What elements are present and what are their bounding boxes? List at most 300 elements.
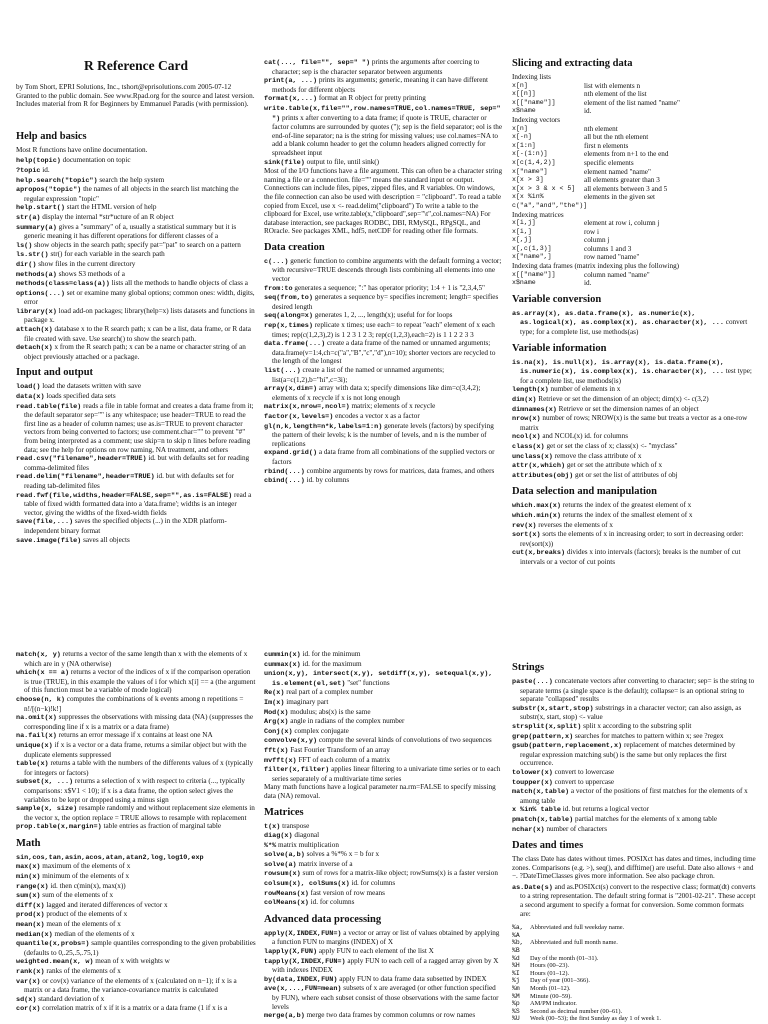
index-row (512, 985, 756, 993)
entry-description: minimum of the elements of x (40, 872, 130, 881)
section-title-conversion: Variable conversion (512, 293, 602, 305)
entry-description: id. then c(min(x), max(x)) (48, 881, 126, 890)
entry (16, 939, 256, 957)
entry-code: ls.str() (16, 251, 49, 260)
entry (264, 984, 504, 1011)
entry (16, 260, 256, 270)
entry-description: modulus; abs(x) is the same (288, 707, 371, 716)
entry (16, 853, 256, 863)
index-meaning: all elements greater than 3 (584, 176, 660, 185)
index-expression: %b, %B (512, 939, 524, 955)
entry-description: number of elements in x (548, 385, 621, 394)
entry-description: generates 1, 2, ..., length(x); useful for for loops (312, 311, 453, 320)
entry-code: read.table(file) (16, 402, 82, 411)
entry-description: id. for the maximum (300, 659, 362, 668)
entry-code: paste(...) (512, 678, 553, 686)
index-expression: x["name"] (512, 167, 548, 175)
entry-description: FFT of each column of a matrix (296, 755, 391, 764)
index-meaning: element named "name" (584, 167, 651, 176)
slicing-vectors-heading: Indexing vectors (512, 115, 561, 124)
index-row (512, 159, 756, 168)
entry (512, 511, 756, 521)
entry-code: gl(n,k,length=n*k,labels=1:n) (264, 422, 383, 431)
entry-description: returns a vector of the indices of x if the comparison operation is true (TRUE), in this example the values of i for which x[i] == a (the argument of this function must be a variable of mode logical) (24, 668, 256, 695)
entry-description: maximum of the elements of x (40, 862, 131, 871)
entry-code: Re(x) (264, 689, 285, 698)
index-expression: x[n] (512, 124, 528, 132)
entry-code: median(x) (16, 930, 53, 939)
slicing-lists-heading: Indexing lists (512, 73, 551, 81)
entry-description: sample quantiles corresponding to the given probabilities (defaults to 0,.25,.5,.75,1) (24, 939, 256, 957)
entry-description: show objects in the search path; specify pat="pat" to search on a pattern (32, 240, 241, 249)
entry-code: merge(a,b) (264, 1012, 305, 1021)
index-row (512, 1000, 756, 1008)
entry-description: table entries as fraction of marginal table (101, 822, 222, 831)
entry (16, 804, 256, 822)
entry (264, 957, 504, 975)
entry-description: returns an error message if x contains at least one NA (56, 731, 213, 740)
entry-code: diff(x) (16, 901, 45, 910)
entry-code: choose(n, k) (16, 695, 65, 704)
entry (512, 815, 756, 825)
index-meaning: element of the list named "name" (584, 98, 680, 107)
index-meaning: Day of year (001–366). (530, 977, 590, 985)
entry (264, 765, 504, 783)
entry (264, 366, 504, 384)
entry-description: mean of the elements of x (44, 920, 121, 929)
entry-description: generic function to combine arguments with the default forming a vector; with recursive=TRUE descends through lists combining all elements into one vector (272, 256, 502, 284)
section-title-slicing: Slicing and extracting data (512, 58, 633, 69)
entry-code: factor(x,levels=) (264, 412, 334, 421)
entry-description: returns the index of the greatest element of x (560, 501, 692, 510)
entry (512, 530, 756, 548)
entry-code: format(x,...) (264, 95, 318, 104)
entry (512, 677, 756, 704)
entry-code: dimnames(x) (512, 405, 557, 414)
entry-code: methods(class=class(a)) (16, 280, 110, 289)
entry (264, 822, 504, 832)
entry-code: substr(x,start,stop) (512, 704, 594, 713)
entry-code: range(x) (16, 882, 49, 891)
index-meaning: nth element of the list (584, 90, 647, 99)
entry-description: set or examine many global options; common ones: width, digits, error (24, 288, 255, 307)
dates-entries (512, 883, 756, 918)
entry (264, 94, 504, 104)
entry-code: which.min(x) (512, 511, 561, 520)
entry-description: generates a sequence; ":" has operator priority; 1:4 + 1 is "2,3,4,5" (292, 283, 485, 292)
entry (16, 223, 256, 241)
entry-description: transpose (280, 821, 310, 830)
entry (16, 517, 256, 535)
index-meaning: all but the nth element (584, 133, 649, 142)
entry-code: table(x) (16, 760, 49, 769)
entry-description: apply FUN to data frame data subsetted by INDEX (337, 974, 487, 983)
entry (264, 717, 504, 727)
entry-code: print(a, ...) (264, 77, 318, 86)
entry (264, 708, 504, 718)
entry-description: test type; for a complete list, use methods(is) (520, 367, 752, 385)
entry (16, 822, 256, 832)
entry-code: array(x,dim=) (264, 385, 318, 394)
entry-description: database x to the R search path; x can be a list, data frame, or R data file created with save. Use search() to show the search path. (24, 325, 251, 343)
entry-description: number of characters (544, 824, 608, 833)
entry-description: id. but with defaults set for reading tab-delimited files (24, 472, 234, 490)
entry-description: convert type; for a complete list, use methods(as) (520, 318, 748, 337)
entry (264, 850, 504, 860)
entry (16, 392, 256, 402)
entry (16, 713, 256, 731)
entry-description: saves the specified objects (...) in the XDR platform-independent binary format (24, 517, 227, 535)
entry-code: convolve(x,y) (264, 737, 318, 746)
entry-code: data(x) (16, 393, 45, 402)
creation-entries (264, 257, 504, 486)
entry-code: unclass(x) (512, 452, 553, 461)
entry-code: pmatch(x,table) (512, 815, 574, 824)
entry (264, 339, 504, 366)
index-meaning: elements from n+1 to the end (584, 150, 669, 159)
entry-code: attr(x,which) (512, 462, 566, 471)
entry (264, 698, 504, 708)
entry (512, 452, 756, 462)
index-row (512, 133, 756, 142)
entry-code: solve(a,b) (264, 851, 305, 860)
matrices-entries (264, 822, 504, 908)
entry-code: Arg(x) (264, 718, 289, 727)
entry-code: cummin(x) (264, 651, 301, 659)
entry-description: returns a selection of x with respect to criteria (..., typically comparisons: x$V1 < 10); if x is a data frame, the option select gives the variables to be kept or dropped using a minus sign (24, 777, 245, 804)
entry (264, 104, 504, 158)
entry (264, 422, 504, 449)
index-expression: x[["name"]] (512, 270, 556, 278)
entry-code: save.image(file) (16, 536, 82, 545)
index-expression: x[x %in% c("a","and","the")] (512, 193, 588, 209)
entry-description: prints the arguments after coercing to character; sep is the character separator between arguments (272, 58, 480, 76)
entry (16, 325, 256, 343)
index-row (512, 1008, 756, 1016)
entry-code: mean(x) (16, 921, 45, 930)
entry-code: options(...) (16, 289, 65, 298)
column-3-bottom (512, 650, 756, 1024)
entry-description: x from the R search path; x can be a name or character string of an object previously attached or a package. (24, 343, 246, 361)
entry-description: array with data x; specify dimensions like dim=c(3,4,2); elements of x recycle if x is not long enough (272, 384, 481, 402)
slicing-vectors (512, 125, 756, 211)
entry-code: match(x,table) (512, 788, 570, 797)
entry (264, 293, 504, 311)
entry (16, 241, 256, 251)
entry-code: which.max(x) (512, 502, 561, 511)
entry (16, 695, 256, 713)
entry (264, 158, 504, 168)
entry-code: str(a) (16, 213, 41, 222)
entry-code: help.start() (16, 204, 65, 213)
entry-description: load add-on packages; library(help=x) lists datasets and functions in package x. (24, 306, 255, 325)
entry-code: quantile(x,probs=) (16, 940, 90, 949)
entry-description: divides x into intervals (factors); breaks is the number of cut intervals or a vector of cut points (520, 548, 741, 566)
index-meaning: column named "name" (584, 270, 650, 279)
entry-description: remove the class attribute of x (552, 451, 642, 460)
entry-description: concatenate vectors after converting to character; sep= is the string to separate terms (a single space is the default); collapse= is an optional string to separate "collapsed" results (520, 677, 755, 704)
entry-code: unique(x) (16, 741, 53, 750)
entry (512, 704, 756, 722)
entry-code: from:to (264, 284, 293, 293)
entry-description: matrix multiplication (276, 840, 339, 849)
section-title-strings: Strings (512, 662, 545, 673)
entry-code: cat(..., file="", sep=" ") (264, 59, 371, 67)
entry-description: real part of a complex number (284, 688, 374, 697)
entry (264, 58, 504, 76)
entry-description: returns a vector of the same length than x with the elements of x which are in y (NA otherwise) (24, 650, 248, 668)
entry-code: nrow(x) (512, 415, 541, 424)
index-row (512, 245, 756, 254)
entry-code: %*% (264, 841, 277, 850)
entry-code: seq(along=x) (264, 312, 313, 321)
index-meaning: Day of the month (01–31). (530, 954, 599, 962)
slicing-frames (512, 271, 756, 288)
index-expression: x[i,j] (512, 219, 536, 227)
entry (264, 76, 504, 94)
index-row (512, 142, 756, 151)
entry (16, 731, 256, 741)
section-title-information: Variable information (512, 342, 607, 354)
index-row (512, 90, 756, 99)
entry (264, 284, 504, 294)
entry (512, 548, 756, 566)
entry-code: ls() (16, 241, 33, 250)
entry (512, 442, 756, 452)
index-meaning: Month (01–12). (530, 985, 571, 992)
entry-code: cbind(...) (264, 477, 305, 486)
entry (264, 688, 504, 698)
section-title-help: Help and basics (16, 130, 87, 142)
index-row (512, 185, 756, 194)
entry-description: create a data frame of the named or unnamed arguments; data.frame(v=1:4,ch=c("a","B","c","d"),n=10); shorter vectors are recycled to the length of the longest (272, 339, 496, 366)
entry (512, 461, 756, 471)
index-expression: x[c(1,4,2)] (512, 158, 556, 166)
entry-code: sum(x) (16, 892, 41, 901)
entry-description: matrix; elements of x recycle (349, 402, 436, 411)
column-1-top (16, 36, 256, 608)
entry-code: fft(x) (264, 746, 289, 755)
entry-description: id. (40, 165, 50, 174)
entry (264, 321, 504, 339)
index-expression: x[-n] (512, 133, 532, 141)
index-expression: %H (512, 962, 520, 970)
entry (264, 947, 504, 957)
entry-code: rank(x) (16, 968, 45, 976)
entry-code: Conj(x) (264, 727, 293, 736)
section-title-creation: Data creation (264, 241, 325, 253)
entry (16, 650, 256, 668)
entry-description: convert to uppercase (552, 777, 615, 786)
index-expression: x$name (512, 279, 536, 287)
entry-code: c(...) (264, 257, 289, 266)
index-row (512, 236, 756, 245)
entry (16, 1004, 256, 1014)
entry (264, 929, 504, 947)
entry-description: lagged and iterated differences of vector x (44, 900, 168, 909)
entry (264, 660, 504, 670)
index-expression: x[i,] (512, 227, 532, 235)
entry-description: if x is a vector or a data frame, returns a similar object but with the duplicate elements suppressed (24, 740, 247, 759)
entry-description: sum of the elements of x (40, 891, 114, 900)
entry (16, 995, 256, 1005)
index-row (512, 977, 756, 985)
entry (264, 831, 504, 841)
entry-code: summary(a) (16, 223, 57, 232)
entry-description: documentation on topic (60, 156, 131, 165)
entry-description: id. for the minimum (300, 650, 361, 658)
entry (264, 727, 504, 737)
index-row (512, 962, 756, 970)
entry-code: sink(file) (264, 158, 305, 167)
math-entries (16, 853, 256, 1014)
index-expression: x[["name"]] (512, 98, 556, 106)
entry-description: start the HTML version of help (64, 203, 157, 212)
entry-code: ?topic (16, 166, 41, 175)
entry (16, 668, 256, 695)
entry-description: Fast Fourier Transform of an array (288, 745, 390, 754)
entry-description: and NCOL(x) id. for columns (540, 432, 628, 441)
entry (16, 910, 256, 920)
entry-description: Retrieve or set the dimension names of an object (556, 404, 699, 413)
index-meaning: element at row i, column j (584, 219, 660, 228)
entry-description: compute the several kinds of convolutions of two sequences (317, 736, 492, 745)
entry-code: expand.grid() (264, 449, 318, 458)
entry-description: format an R object for pretty printing (317, 94, 426, 103)
index-meaning: column j (584, 236, 610, 245)
entry (264, 746, 504, 756)
entry-description: resample randomly and without replacement size elements in the vector x, the option replace = TRUE allows to resample with replacement (24, 804, 255, 822)
index-row (512, 125, 756, 134)
index-expression: x[,c(1,3)] (512, 244, 552, 252)
entry-description: saves all objects (81, 535, 130, 544)
slicing-matrices (512, 219, 756, 262)
entry-code: na.omit(x) (16, 714, 57, 723)
entry-description: substrings in a character vector; can also assign, as substr(x, start, stop) <- value (520, 703, 742, 722)
entry-code: diag(x) (264, 832, 293, 841)
index-meaning: list with elements n (584, 81, 641, 90)
entry-code: subset(x, ...) (16, 778, 74, 787)
entry-description: correlation matrix of x if it is a matrix or a data frame (1 if x is a (40, 1004, 228, 1013)
entry (16, 289, 256, 307)
index-expression: x[[n]] (512, 90, 536, 98)
entry (512, 722, 756, 732)
entry-code: mvfft(x) (264, 756, 297, 765)
entry-description: combine arguments by rows for matrices, data frames, and others (304, 466, 495, 475)
entry-code: colsum(x), colSums(x) (264, 880, 350, 889)
entry-code: rev(x) (512, 521, 537, 530)
entry-code: sample(x, size) (16, 805, 78, 814)
help-intro: Most R functions have online documentation. (16, 145, 148, 154)
index-meaning: Abbreviated and full weekday name. (530, 924, 625, 932)
entry-code: tapply(X,INDEX,FUN=) (264, 957, 346, 966)
entry-description: create a list of the named or unnamed arguments; list(a=c(1,2),b="hi",c=3i); (272, 366, 445, 384)
entry-code: strsplit(x,split) (512, 722, 582, 731)
entry (512, 805, 756, 815)
entry-code: rowMeans(x) (264, 889, 309, 898)
entry (16, 977, 256, 995)
index-row (512, 1015, 756, 1023)
conversion-entries (512, 309, 756, 337)
entry (512, 309, 756, 337)
entry-code: list(...) (264, 367, 301, 375)
entry-code: nchar(x) (512, 825, 545, 834)
index-meaning: Second as decimal number (00–61). (530, 1007, 623, 1015)
entry-description: suppresses the observations with missing data (NA) (suppresses the corresponding line if x is a matrix or a data frame) (24, 713, 254, 731)
entry (264, 650, 504, 660)
entry (264, 448, 504, 466)
entry (16, 176, 256, 186)
index-expression: x[x > 3] (512, 176, 544, 184)
entry-description: show files in the current directory (36, 259, 136, 268)
entry (16, 213, 256, 223)
index-expression: %p (512, 1000, 520, 1008)
entry-code: rbind(...) (264, 467, 305, 476)
index-row (512, 228, 756, 237)
entry-description: mean of x with weights w (93, 957, 170, 966)
entry (16, 472, 256, 490)
entry-code: solve(a) (264, 860, 297, 869)
entry-description: complex conjugate (292, 726, 349, 735)
column-3-top (512, 58, 756, 608)
index-expression: x[x > 3 & x < 5] (512, 184, 576, 192)
index-meaning: row named "name" (584, 253, 640, 262)
entry (512, 385, 756, 395)
entry-description: lists all the methods to handle objects of class a (109, 279, 248, 288)
index-expression: x[,j] (512, 236, 532, 244)
entry-code: rep(x,times) (264, 322, 313, 331)
entry-code: help.search("topic") (16, 176, 98, 185)
entry-code: dir() (16, 260, 37, 269)
entry-code: union(x,y), intersect(x,y), setdiff(x,y), setequal(x,y), is.element(el,set) (264, 670, 493, 688)
index-row (512, 271, 756, 280)
entry-code: Im(x) (264, 698, 285, 707)
entry-description: prints its arguments; generic, meaning it can have different methods for different objects (272, 76, 489, 94)
entry-code: seq(from,to) (264, 294, 313, 303)
index-meaning: nth element (584, 124, 618, 133)
entry (264, 467, 504, 477)
slicing-lists (512, 82, 756, 116)
entry-description: get or set the attribute which of x (565, 461, 663, 470)
column-1-bottom (16, 650, 256, 1024)
entry (16, 967, 256, 977)
index-row (512, 193, 756, 210)
help-entries (16, 156, 256, 361)
index-meaning: id. (584, 279, 592, 288)
entry (512, 787, 756, 805)
entry (16, 882, 256, 892)
entry-code: write.table(x,file="",row.names=TRUE,col.names=TRUE, sep=" ") (264, 104, 501, 123)
entry-code: Mod(x) (264, 708, 289, 717)
entry (264, 384, 504, 402)
entry-description: output to file, until sink() (304, 157, 380, 166)
entry-code: prop.table(x,margin=) (16, 823, 102, 832)
index-row (512, 993, 756, 1001)
index-row (512, 107, 756, 116)
slicing-matrices-heading: Indexing matrices (512, 210, 564, 219)
entry-description: the names of all objects in the search list matching the regular expression "topic" (24, 185, 239, 203)
entry-description: applies linear filtering to a univariate time series or to each series separately of a multivariate time series (272, 765, 501, 783)
entry (512, 414, 756, 432)
entry (16, 307, 256, 325)
entry-description: id. by columns (304, 476, 350, 485)
entry (264, 402, 504, 412)
entry-description: median of the elements of x (52, 929, 135, 938)
entry-description: subsets of x are averaged (or other function specified by FUN), where each subset consist of those observations with the same factor levels (272, 984, 499, 1011)
section-title-math: Math (16, 837, 41, 849)
index-expression: x["name",] (512, 253, 552, 261)
entry (16, 402, 256, 455)
